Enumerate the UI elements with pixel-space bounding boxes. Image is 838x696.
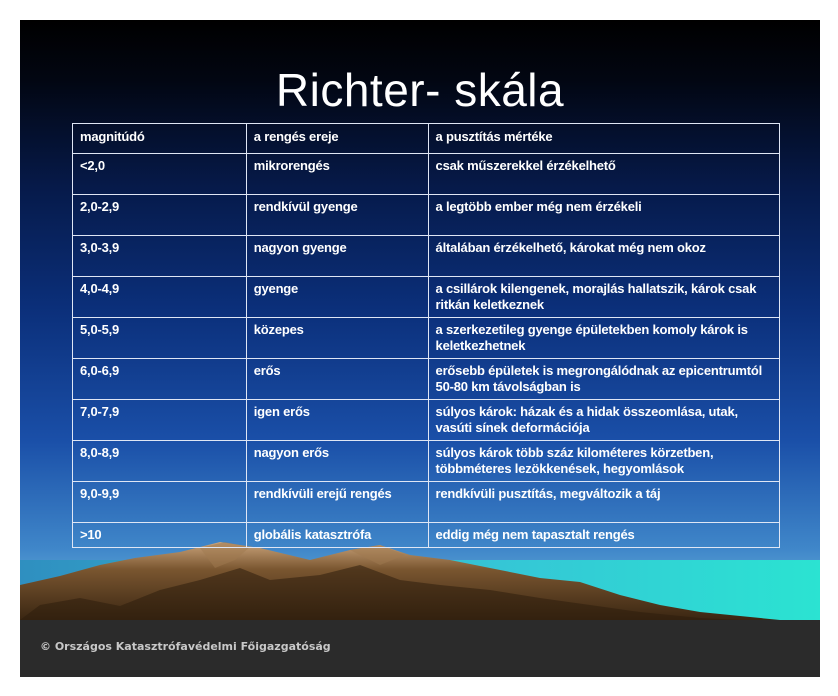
table-row (73, 359, 780, 400)
slide-title: Richter- skála (275, 64, 565, 116)
magnitude-cell: 7,0-7,9 (73, 400, 247, 441)
magnitude-cell: 6,0-6,9 (73, 359, 247, 400)
table-row (73, 195, 780, 236)
magnitude-cell: >10 (73, 523, 247, 548)
table-header-row (73, 124, 780, 154)
destruction-cell: erősebb épületek is megrongálódnak az epicentrumtól 50-80 km távolságban is (428, 359, 779, 400)
table-row (73, 400, 780, 441)
strength-cell: erős (246, 359, 428, 400)
strength-cell: gyenge (246, 277, 428, 318)
destruction-cell: a csillárok kilengenek, morajlás hallatszik, károk csak ritkán keletkeznek (428, 277, 779, 318)
table-row (73, 441, 780, 482)
caption-footer (20, 620, 820, 677)
magnitude-cell: 8,0-8,9 (73, 441, 247, 482)
image-frame (20, 20, 820, 677)
strength-cell: közepes (246, 318, 428, 359)
table-row (73, 482, 780, 523)
table-row (73, 523, 780, 548)
magnitude-cell: 4,0-4,9 (73, 277, 247, 318)
destruction-cell: csak műszerekkel érzékelhető (428, 154, 779, 195)
destruction-cell: általában érzékelhető, károkat még nem okoz (428, 236, 779, 277)
strength-cell: rendkívül gyenge (246, 195, 428, 236)
copyright-credit: © Országos Katasztrófavédelmi Főigazgatóság (40, 640, 331, 653)
magnitude-cell: 2,0-2,9 (73, 195, 247, 236)
table-row (73, 277, 780, 318)
table-row (73, 318, 780, 359)
strength-cell: nagyon erős (246, 441, 428, 482)
destruction-cell: súlyos károk: házak és a hidak összeomlása, utak, vasúti sínek deformációja (428, 400, 779, 441)
column-header-strength: a rengés ereje (246, 124, 428, 154)
richter-scale-table (72, 123, 780, 548)
destruction-cell: a szerkezetileg gyenge épületekben komoly károk is keletkezhetnek (428, 318, 779, 359)
strength-cell: globális katasztrófa (246, 523, 428, 548)
column-header-magnitude: magnitúdó (73, 124, 247, 154)
magnitude-cell: 5,0-5,9 (73, 318, 247, 359)
magnitude-cell: 3,0-3,9 (73, 236, 247, 277)
destruction-cell: rendkívüli pusztítás, megváltozik a táj (428, 482, 779, 523)
strength-cell: igen erős (246, 400, 428, 441)
table-row (73, 236, 780, 277)
destruction-cell: eddig még nem tapasztalt rengés (428, 523, 779, 548)
destruction-cell: a legtöbb ember még nem érzékeli (428, 195, 779, 236)
strength-cell: rendkívüli erejű rengés (246, 482, 428, 523)
magnitude-cell: <2,0 (73, 154, 247, 195)
slide (20, 20, 820, 620)
magnitude-cell: 9,0-9,9 (73, 482, 247, 523)
strength-cell: mikrorengés (246, 154, 428, 195)
destruction-cell: súlyos károk több száz kilométeres körzetben, többméteres lezökkenések, hegyomlások (428, 441, 779, 482)
strength-cell: nagyon gyenge (246, 236, 428, 277)
table-row (73, 154, 780, 195)
column-header-destruction: a pusztítás mértéke (428, 124, 779, 154)
